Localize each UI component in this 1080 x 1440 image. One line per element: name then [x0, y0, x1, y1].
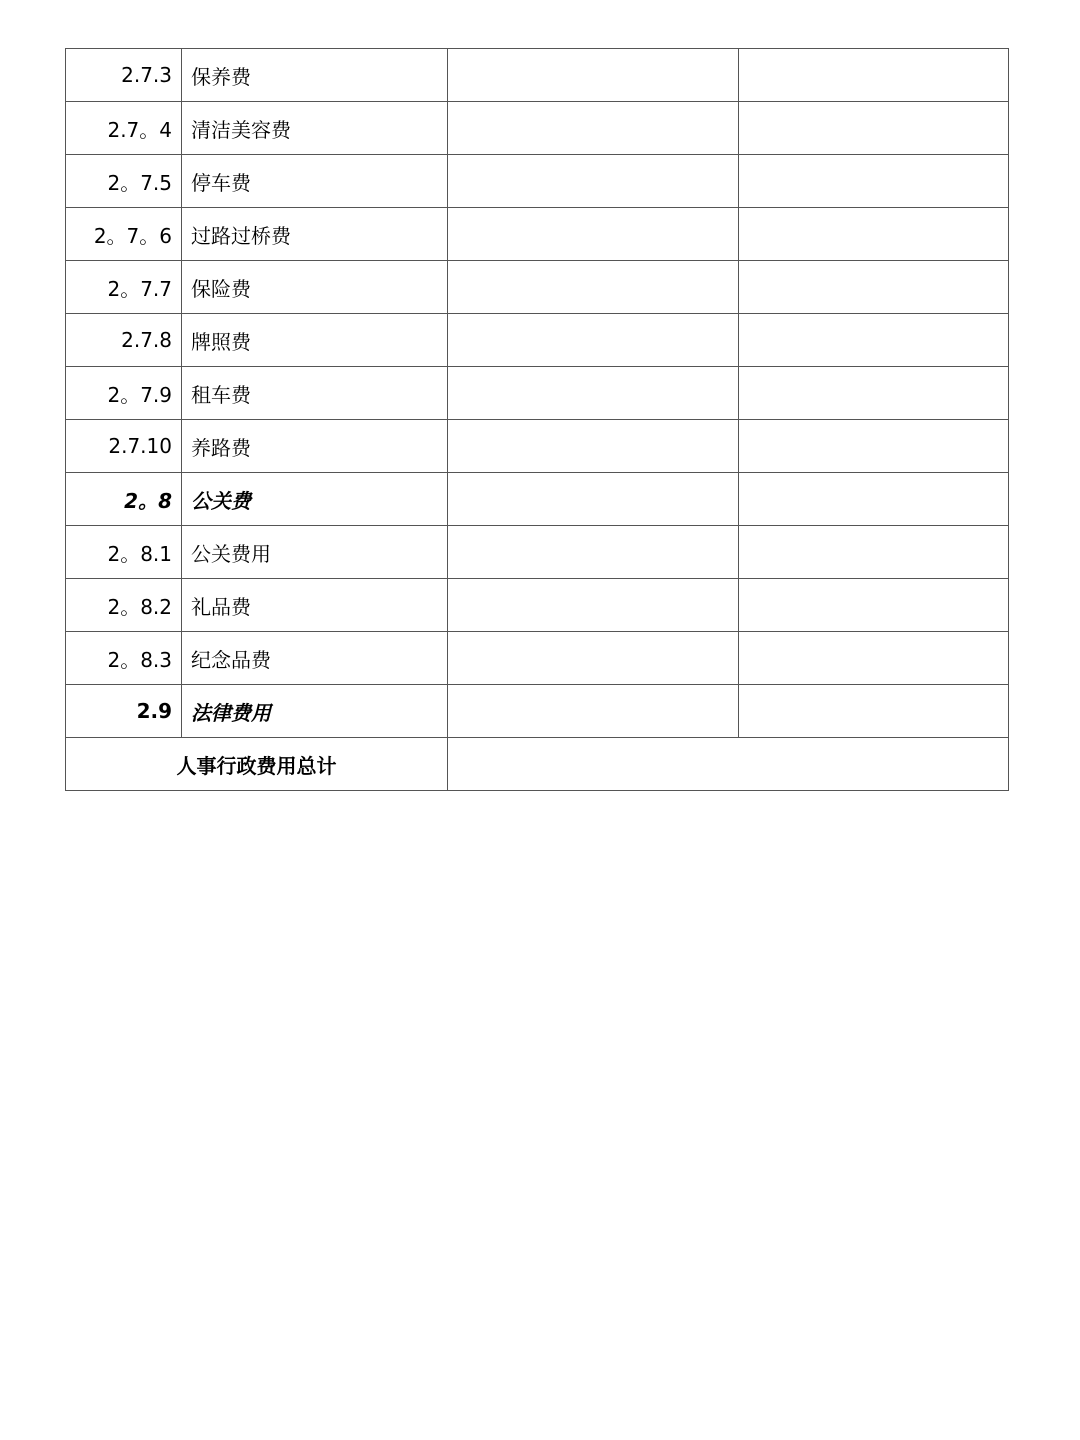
row-name: 保险费 — [182, 261, 448, 314]
actual-cell — [739, 208, 1009, 261]
total-label: 人事行政费用总计 — [66, 738, 448, 791]
table-row — [66, 367, 1009, 420]
actual-cell — [739, 49, 1009, 102]
actual-cell — [739, 367, 1009, 420]
budget-cell — [448, 685, 739, 738]
table-row — [66, 314, 1009, 367]
row-code: 2。8.1 — [66, 526, 182, 579]
table-row — [66, 526, 1009, 579]
table-row — [66, 420, 1009, 473]
actual-cell — [739, 685, 1009, 738]
actual-cell — [739, 102, 1009, 155]
budget-cell — [448, 155, 739, 208]
row-name: 过路过桥费 — [182, 208, 448, 261]
actual-cell — [739, 579, 1009, 632]
row-name: 礼品费 — [182, 579, 448, 632]
budget-cell — [448, 420, 739, 473]
actual-cell — [739, 420, 1009, 473]
table-row — [66, 49, 1009, 102]
row-name: 租车费 — [182, 367, 448, 420]
row-code: 2。7.9 — [66, 367, 182, 420]
row-name: 停车费 — [182, 155, 448, 208]
row-code: 2。7.5 — [66, 155, 182, 208]
row-name: 清洁美容费 — [182, 102, 448, 155]
section-code: 2。8 — [66, 473, 182, 526]
table-row — [66, 208, 1009, 261]
actual-cell — [739, 314, 1009, 367]
total-row — [66, 738, 1009, 791]
row-code: 2.7.3 — [66, 49, 182, 102]
table-row — [66, 632, 1009, 685]
table-row — [66, 155, 1009, 208]
table-row — [66, 102, 1009, 155]
budget-cell — [448, 579, 739, 632]
actual-cell — [739, 632, 1009, 685]
row-code: 2。7。6 — [66, 208, 182, 261]
actual-cell — [739, 526, 1009, 579]
budget-cell — [448, 208, 739, 261]
total-value-cell — [448, 738, 1009, 791]
row-code: 2.7。4 — [66, 102, 182, 155]
budget-cell — [448, 632, 739, 685]
budget-cell — [448, 261, 739, 314]
budget-cell — [448, 49, 739, 102]
table-row — [66, 261, 1009, 314]
row-code: 2.7.10 — [66, 420, 182, 473]
section-name: 法律费用 — [182, 685, 448, 738]
section-name: 公关费 — [182, 473, 448, 526]
row-name: 纪念品费 — [182, 632, 448, 685]
row-code: 2。8.3 — [66, 632, 182, 685]
actual-cell — [739, 155, 1009, 208]
budget-cell — [448, 367, 739, 420]
table-row-section — [66, 473, 1009, 526]
actual-cell — [739, 261, 1009, 314]
section-code: 2.9 — [66, 685, 182, 738]
expense-table-body — [66, 49, 1009, 791]
row-name: 养路费 — [182, 420, 448, 473]
table-row-section — [66, 685, 1009, 738]
budget-cell — [448, 102, 739, 155]
row-name: 牌照费 — [182, 314, 448, 367]
row-name: 公关费用 — [182, 526, 448, 579]
row-code: 2。8.2 — [66, 579, 182, 632]
table-row — [66, 579, 1009, 632]
budget-cell — [448, 314, 739, 367]
row-code: 2。7.7 — [66, 261, 182, 314]
budget-cell — [448, 526, 739, 579]
actual-cell — [739, 473, 1009, 526]
row-name: 保养费 — [182, 49, 448, 102]
row-code: 2.7.8 — [66, 314, 182, 367]
budget-cell — [448, 473, 739, 526]
expense-table — [65, 48, 1009, 791]
